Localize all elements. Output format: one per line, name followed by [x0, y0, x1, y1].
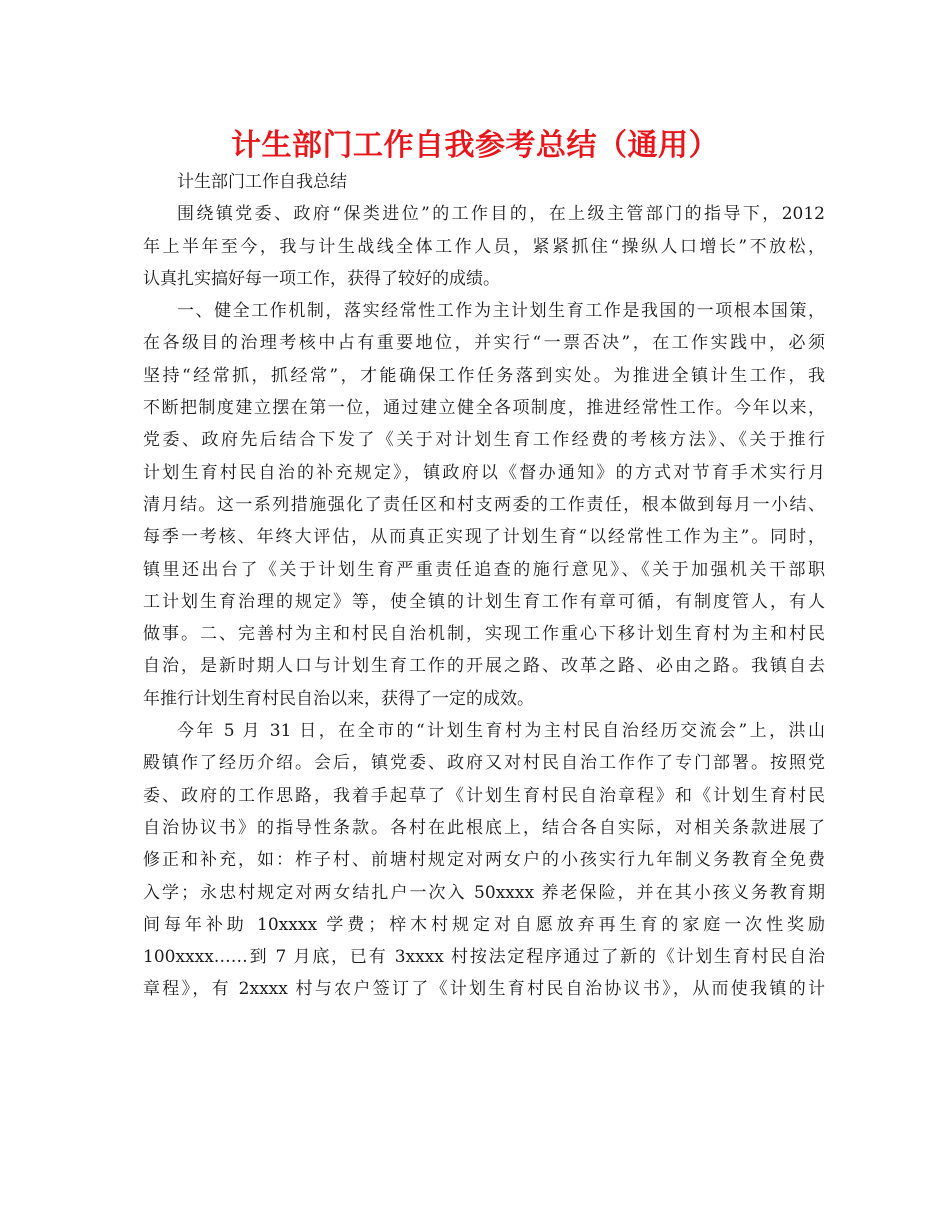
text-line: 委、政府的工作思路，我着手起草了《计划生育村民自治章程》和《计划生育村民 [143, 785, 825, 806]
text-line: 在各级目的治理考核中占有重要地位，并实行“一票否决”，在工作实践中，必须 [143, 333, 825, 354]
text-line: 自治协议书》的指导性条款。各村在此根底上，结合各自实际，对相关条款进展了 [143, 817, 825, 838]
text-line: 坚持“经常抓，抓经常”，才能确保工作任务落到实处。为推进全镇计生工作，我 [143, 365, 825, 386]
document-title: 计生部门工作自我参考总结（通用） [231, 128, 719, 163]
text-line: 不断把制度建立摆在第一位，通过建立健全各项制度，推进经常性工作。今年以来， [143, 398, 825, 419]
text-line: 今年 5 月 31 日，在全市的“计划生育村为主村民自治经历交流会”上，洪山 [177, 721, 825, 742]
text-line: 入学；永忠村规定对两女结扎户一次入 50xxxx 养老保险，并在其小孩义务教育期 [143, 882, 825, 903]
text-line: 认真扎实搞好每一项工作，获得了较好的成绩。 [143, 268, 500, 289]
document-body [143, 166, 825, 1006]
text-line: 自治，是新时期人口与计划生育工作的开展之路、改革之路、必由之路。我镇自去 [143, 656, 825, 677]
text-line: 100xxxx……到 7 月底，已有 3xxxx 村按法定程序通过了新的《计划生育村民自治 [143, 947, 825, 968]
text-line: 年上半年至今，我与计生战线全体工作人员，紧紧抓住“操纵人口增长”不放松， [143, 236, 825, 257]
text-line: 每季一考核、年终大评估，从而真正实现了计划生育“以经常性工作为主”。同时， [143, 527, 825, 548]
text-line: 计划生育村民自治的补充规定》，镇政府以《督办通知》的方式对节育手术实行月 [143, 462, 825, 483]
text-line: 围绕镇党委、政府“保类进位”的工作目的，在上级主管部门的指导下，2012 [177, 204, 825, 225]
text-line: 间每年补助 10xxxx 学费；梓木村规定对自愿放弃再生育的家庭一次性奖励 [143, 914, 825, 935]
text-line: 清月结。这一系列措施强化了责任区和村支两委的工作责任，根本做到每月一小结、 [143, 494, 825, 515]
text-line: 年推行计划生育村民自治以来，获得了一定的成效。 [143, 688, 534, 709]
text-line: 镇里还出台了《关于计划生育严重责任追查的施行意见》、《关于加强机关干部职 [143, 559, 825, 580]
text-line: 工计划生育治理的规定》等，使全镇的计划生育工作有章可循，有制度管人，有人 [143, 591, 825, 612]
text-line: 一、健全工作机制，落实经常性工作为主计划生育工作是我国的一项根本国策， [177, 301, 825, 322]
text-line: 殿镇作了经历介绍。会后，镇党委、政府又对村民自治工作作了专门部署。按照党 [143, 753, 825, 774]
text-line: 计生部门工作自我总结 [177, 172, 347, 192]
text-line: 修正和补充，如：柞子村、前塘村规定对两女户的小孩实行九年制义务教育全免费 [143, 850, 825, 871]
text-line: 章程》，有 2xxxx 村与农户签订了《计划生育村民自治协议书》，从而使我镇的计 [143, 979, 825, 1000]
text-line: 党委、政府先后结合下发了《关于对计划生育工作经费的考核方法》、《关于推行 [143, 430, 825, 451]
text-line: 做事。二、完善村为主和村民自治机制，实现工作重心下移计划生育村为主和村民 [143, 624, 825, 645]
